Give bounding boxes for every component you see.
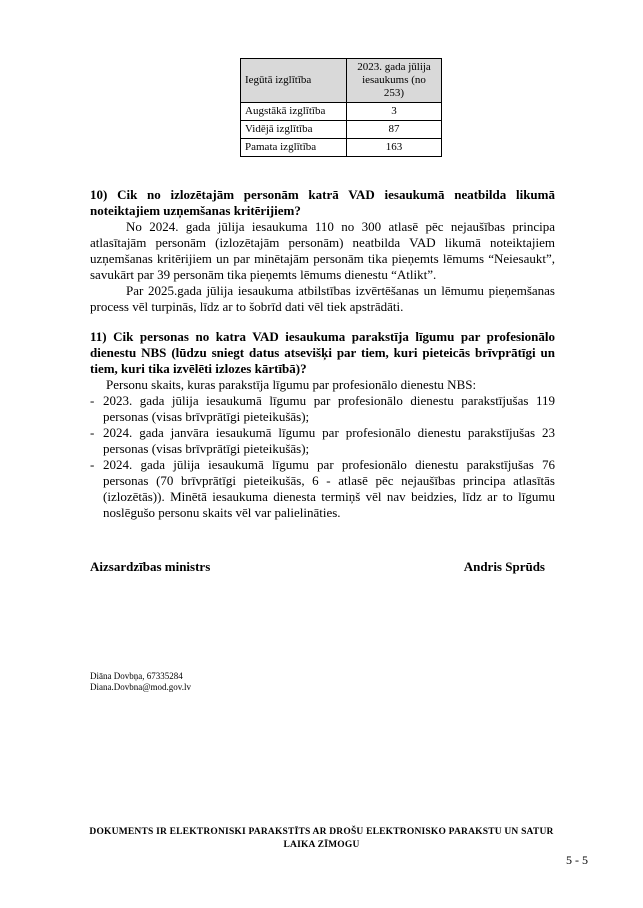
question-10-paragraph-2: Par 2025.gada jūlija iesaukuma atbilstības izvērtēšanas un lēmumu pieņemšanas process vēl turpinās, līdz ar to šobrīd dati vēl tiek apstrādāti.	[90, 283, 555, 314]
education-level-label: Vidējā izglītība	[241, 121, 347, 139]
education-level-label: Augstākā izglītība	[241, 103, 347, 121]
table-header-row	[241, 59, 442, 103]
question-11-heading: 11) Cik personas no katra VAD iesaukuma parakstīja līgumu par profesionālo dienestu NBS (lūdzu sniegt datus atsevišķi par tiem, kuri pieteicās brīvprātīgi un tiem, kuri tika izvēlēti izlozes kārtībā)?	[90, 329, 555, 376]
table-header-intake-2023: 2023. gada jūlija iesaukums (no 253)	[347, 59, 442, 103]
list-item	[90, 393, 555, 425]
list-dash-marker: -	[90, 457, 95, 472]
list-item-text: 2024. gada janvāra iesaukumā līgumu par profesionālo dienestu parakstījušas 23 personas (visas brīvprātīgi pieteikušās);	[103, 425, 555, 456]
table-row	[241, 139, 442, 157]
table-row	[241, 103, 442, 121]
question-11-intro: Personu skaits, kuras parakstīja līgumu par profesionālo dienestu NBS:	[106, 377, 477, 392]
education-count-value: 3	[347, 103, 442, 121]
page-number: 5 - 5	[566, 853, 588, 867]
list-dash-marker: -	[90, 425, 95, 440]
electronic-signature-statement: DOKUMENTS IR ELEKTRONISKI PARAKSTĪTS AR DROŠU ELEKTRONISKO PARAKSTU UN SATUR LAIKA ZĪMOGU	[89, 827, 554, 850]
table-row	[241, 121, 442, 139]
education-count-value: 87	[347, 121, 442, 139]
education-level-label: Pamata izglītība	[241, 139, 347, 157]
contact-email: Diana.Dovbna@mod.gov.lv	[90, 682, 191, 692]
signature-block	[90, 559, 555, 575]
contact-person-phone: Diāna Dovbņa, 67335284	[90, 671, 183, 681]
minister-title: Aizsardzības ministrs	[90, 559, 211, 574]
list-item	[90, 457, 555, 521]
education-count-value: 163	[347, 139, 442, 157]
education-table	[240, 58, 442, 157]
contact-block	[90, 671, 555, 693]
list-dash-marker: -	[90, 393, 95, 408]
question-10-paragraph-1: No 2024. gada jūlija iesaukuma 110 no 300 atlasē pēc nejaušības principa atlasītajām personām (izlozētajām personām) neatbilda VAD likumā noteiktajiem uzņemšanas kritērijiem un par minētajām personām tika pieņemts lēmums “Neiesaukt”, savukārt par 39 personām tika pieņemts lēmums dienestu “Atlikt”.	[90, 219, 555, 282]
table-header-education: Iegūtā izglītība	[241, 59, 347, 103]
list-item-text: 2024. gada jūlija iesaukumā līgumu par profesionālo dienestu parakstījušas 76 personas (70 brīvprātīgi pieteikušās, 6 - atlasē pēc nejaušības principa atlasītās (izlozētās)). Minētā iesaukuma dienesta termiņš vēl nav beidzies, līdz ar to līgumu noslēgušo personu skaits vēl var palielināties.	[103, 457, 555, 520]
list-item	[90, 425, 555, 457]
list-item-text: 2023. gada jūlija iesaukumā līgumu par profesionālo dienestu parakstījušas 119 personas (visas brīvprātīgi pieteikušās);	[103, 393, 555, 424]
minister-name: Andris Sprūds	[463, 559, 545, 574]
question-10-heading: 10) Cik no izlozētajām personām katrā VAD iesaukumā neatbilda likumā noteiktajiem uzņemšanas kritērijiem?	[90, 187, 555, 218]
